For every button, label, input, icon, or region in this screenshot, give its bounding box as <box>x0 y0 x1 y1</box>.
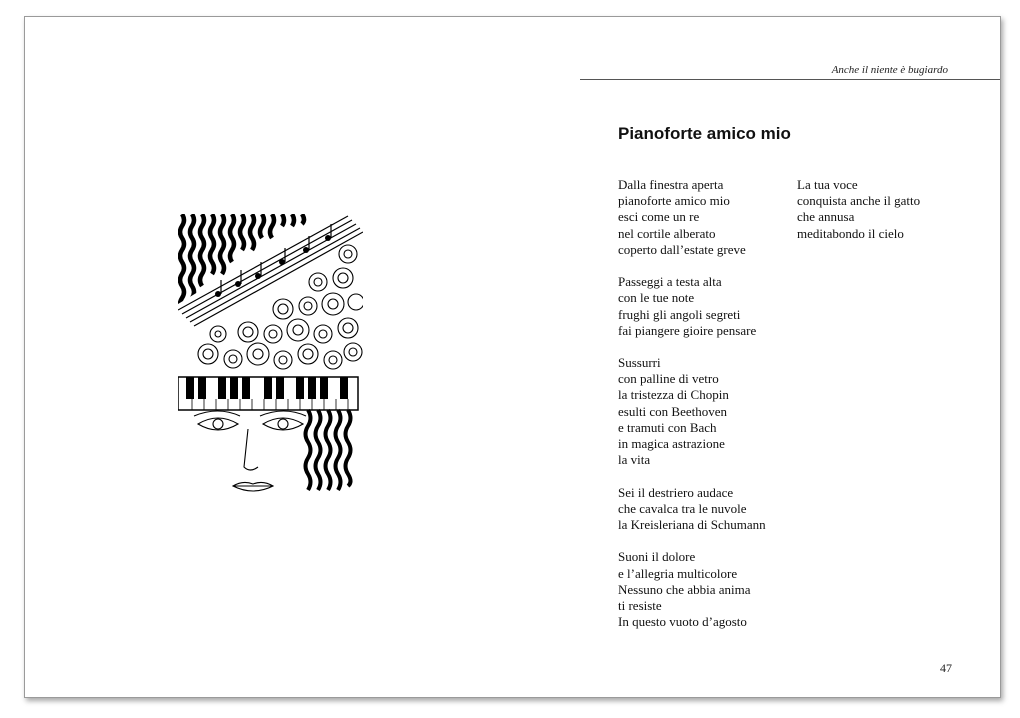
verse-line: meditabondo il cielo <box>797 225 904 241</box>
verse-line: ti resiste <box>618 597 662 613</box>
running-head: Anche il niente è bugiardo <box>831 64 948 76</box>
stanza-gap <box>618 339 766 355</box>
book-spread <box>24 16 1001 698</box>
verse-line: con le tue note <box>618 290 695 306</box>
verse-line: Sussurri <box>618 355 661 371</box>
verse-line: conquista anche il gatto <box>797 193 921 209</box>
verse-line: La tua voce <box>797 177 858 192</box>
verse-line: che annusa <box>797 209 855 225</box>
verse-line: Passeggi a testa alta <box>618 274 722 290</box>
poem-column-1 <box>618 177 766 630</box>
stanza-gap <box>618 468 766 484</box>
poem-title: Pianoforte amico mio <box>618 124 791 143</box>
page-number: 47 <box>940 661 952 675</box>
verse-line: la tristezza di Chopin <box>618 387 729 403</box>
verse-line: esulti con Beethoven <box>618 403 728 419</box>
verse-line: Nessuno che abbia anima <box>618 581 751 597</box>
verse-line: e tramuti con Bach <box>618 419 717 435</box>
verse-line: che cavalca tra le nuvole <box>618 500 747 516</box>
verse-line: in magica astrazione <box>618 436 725 451</box>
verse-line: In questo vuoto d’agosto <box>618 614 747 630</box>
verse-line: nel cortile alberato <box>618 225 716 241</box>
verse-line: con palline di vetro <box>618 371 719 387</box>
stanza-gap <box>618 258 766 274</box>
verse-line: frughi gli angoli segreti <box>618 306 741 322</box>
verse-line: la vita <box>618 452 651 468</box>
verse-line: Dalla finestra aperta <box>618 177 724 192</box>
verse-line: e l’allegria multicolore <box>618 565 738 581</box>
verse-line: Suoni il dolore <box>618 549 696 565</box>
verse-line: fai piangere gioire pensare <box>618 322 757 338</box>
verse-line: Sei il destriero audace <box>618 484 734 500</box>
right-page <box>570 17 1000 697</box>
header-rule <box>580 79 1000 80</box>
stanza-gap <box>618 533 766 549</box>
verse-line: esci come un re <box>618 209 700 225</box>
poem-column-2 <box>797 177 920 242</box>
verse-line: pianoforte amico mio <box>618 193 730 209</box>
left-page <box>25 17 570 697</box>
verse-line: la Kreisleriana di Schumann <box>618 516 766 532</box>
verse-line: coperto dall’estate greve <box>618 241 746 257</box>
piano-face-illustration <box>178 214 363 499</box>
